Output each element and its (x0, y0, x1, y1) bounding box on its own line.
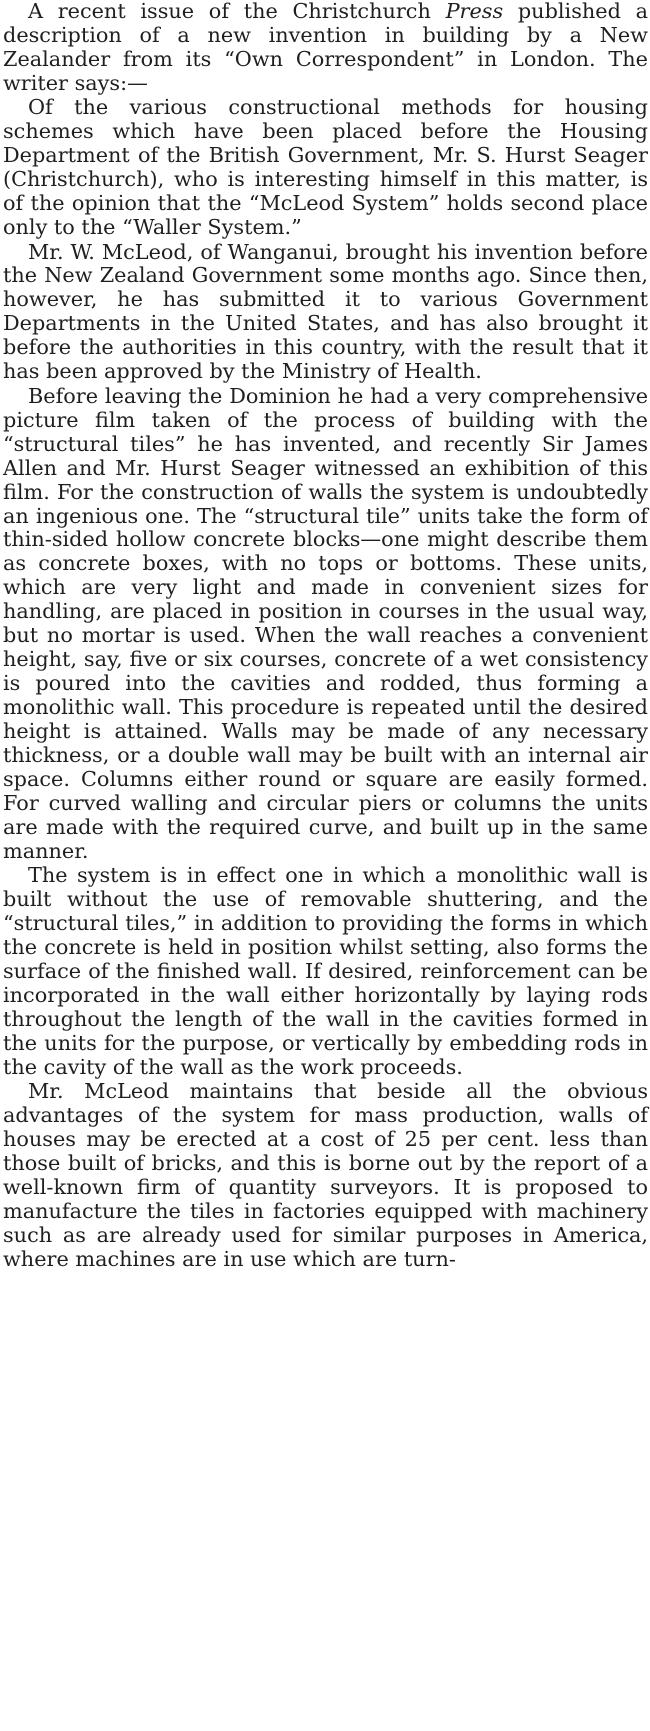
paragraph-mcleod-invention: Mr. W. McLeod, of Wanganui, brought his invention before the New Zealand Government some months ago. Since then, however, he has submitted it to various Government Departments in the United States, and has also brought it before the authorities in this country, with the result that it has been approved by the Ministry of Health. (3, 239, 648, 384)
paragraph-cost-advantages: Mr. McLeod maintains that beside all the obvious advantages of the system for mass production, walls of houses may be erected at a cost of 25 per cent. less than those built of bricks, and this is borne out by the report of a well-known firm of quantity surveyors. It is proposed to manufacture the tiles in factories equipped with machinery such as are already used for similar purposes in America, where machines are in use which are turn- (3, 1079, 648, 1272)
paragraph-intro (3, 0, 648, 96)
paragraph-intro-text-after: published a description of a new invention in building by a New Zealander from its “Own Correspondent” in London. The writer says:— (3, 0, 648, 95)
newspaper-title: Press (445, 0, 504, 23)
article-body (3, 0, 648, 1272)
paragraph-intro-text-before: A recent issue of the Christchurch (28, 0, 446, 23)
paragraph-monolithic-wall: The system is in effect one in which a monolithic wall is built without the use of removable shuttering, and the “structural tiles,” in addition to providing the forms in which the concrete is held in position whilst setting, also forms the surface of the finished wall. If desired, reinforcement can be incorporated in the wall either horizontally by laying rods throughout the length of the wall in the cavities formed in the units for the purpose, or vertically by embedding rods in the cavity of the wall as the work proceeds. (3, 863, 648, 1079)
paragraph-housing-schemes: Of the various constructional methods for housing schemes which have been placed before the Housing Department of the British Government, Mr. S. Hurst Seager (Christchurch), who is interesting himself in this matter, is of the opinion that the “McLeod System” holds second place only to the “Waller System.” (3, 95, 648, 240)
paragraph-structural-tiles: Before leaving the Dominion he had a very comprehensive picture film taken of the process of building with the “structural tiles” he has invented, and recently Sir James Allen and Mr. Hurst Seager witnessed an exhibition of this film. For the construction of walls the system is undoubtedly an ingenious one. The “structural tile” units take the form of thin-sided hollow concrete blocks—one might describe them as concrete boxes, with no tops or bottoms. These units, which are very light and made in convenient sizes for handling, are placed in position in courses in the usual way, but no mortar is used. When the wall reaches a convenient height, say, five or six courses, concrete of a wet consistency is poured into the cavities and rodded, thus forming a monolithic wall. This procedure is repeated until the desired height is attained. Walls may be made of any necessary thickness, or a double wall may be built with an internal air space. Columns either round or square are easily formed. For curved walling and circular piers or columns the units are made with the required curve, and built up in the same manner. (3, 383, 648, 863)
